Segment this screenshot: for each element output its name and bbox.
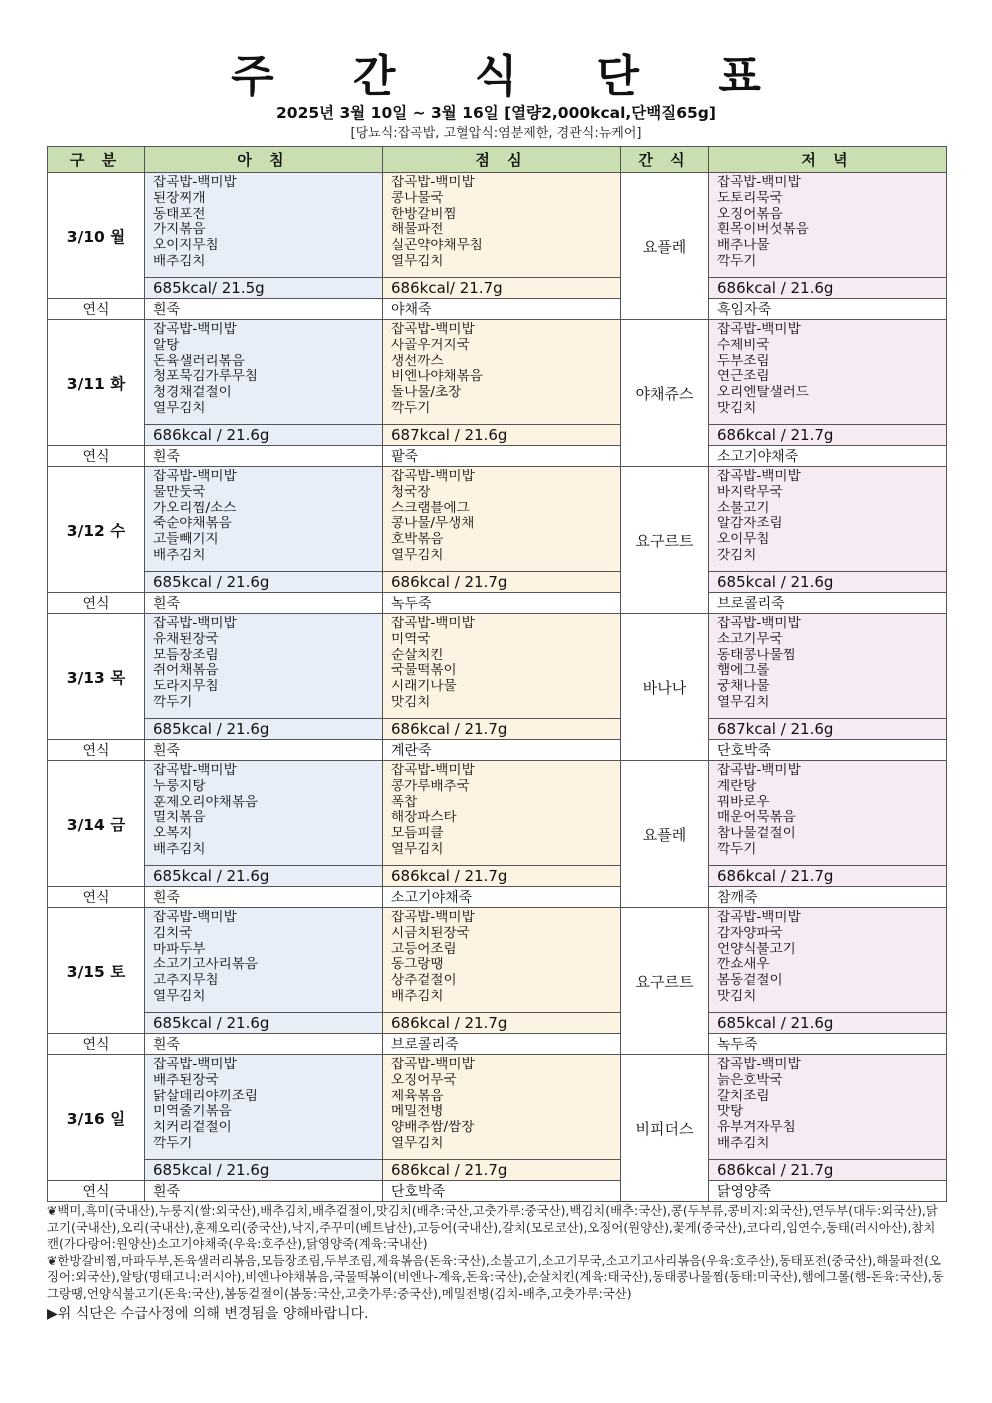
lunch-dishes — [383, 467, 621, 572]
dish-item: 제육볶음 — [391, 1088, 444, 1104]
weekly-menu-table — [47, 146, 947, 1202]
dish-item: 잡곡밥-백미밥 — [391, 175, 475, 190]
kcal-row — [48, 1013, 947, 1034]
dish-item: 오복지 — [153, 826, 193, 842]
header-lunch: 점 심 — [383, 147, 621, 173]
dinner-porridge: 브로콜리죽 — [709, 593, 947, 614]
breakfast-kcal: 685kcal / 21.6g — [145, 1160, 383, 1181]
dish-item: 미역국 — [391, 631, 431, 647]
dish-item: 고들빼기지 — [153, 532, 219, 548]
dish-item: 죽순야채볶음 — [153, 516, 232, 532]
dish-item: 잡곡밥-백미밥 — [391, 469, 475, 484]
dish-item: 열무김치 — [153, 400, 206, 416]
dish-item: 해물파전 — [391, 222, 444, 238]
soft-diet-label: 연식 — [48, 740, 145, 761]
dish-item: 한방갈비찜 — [391, 206, 457, 222]
dinner-kcal: 686kcal / 21.7g — [709, 866, 947, 887]
lunch-dishes — [383, 173, 621, 278]
dish-item: 배추김치 — [153, 841, 206, 857]
dish-item: 잡곡밥-백미밥 — [391, 616, 475, 631]
dish-item: 잡곡밥-백미밥 — [391, 322, 475, 337]
header-breakfast: 아 침 — [145, 147, 383, 173]
dish-item: 배추나물 — [717, 238, 770, 254]
dish-item: 오이지무침 — [153, 238, 219, 254]
dish-item: 시금치된장국 — [391, 925, 470, 941]
dish-item: 늙은호박국 — [717, 1072, 783, 1088]
dinner-porridge: 소고기야채죽 — [709, 446, 947, 467]
dish-item: 잡곡밥-백미밥 — [153, 763, 237, 778]
kcal-row — [48, 425, 947, 446]
lunch-kcal: 687kcal / 21.6g — [383, 425, 621, 446]
soft-diet-row — [48, 593, 947, 614]
snack-cell: 바나나 — [621, 614, 709, 761]
dinner-porridge: 닭영양죽 — [709, 1181, 947, 1202]
dish-item: 갓김치 — [717, 547, 757, 563]
dinner-kcal: 686kcal / 21.6g — [709, 278, 947, 299]
lunch-porridge: 녹두죽 — [383, 593, 621, 614]
dish-item: 오징어무국 — [391, 1072, 457, 1088]
dinner-porridge: 단호박죽 — [709, 740, 947, 761]
lunch-dishes — [383, 320, 621, 425]
breakfast-porridge: 흰죽 — [145, 1181, 383, 1202]
breakfast-porridge: 흰죽 — [145, 446, 383, 467]
snack-cell: 요구르트 — [621, 908, 709, 1055]
dish-item: 잡곡밥-백미밥 — [391, 910, 475, 925]
breakfast-dishes — [145, 320, 383, 425]
dish-item: 잡곡밥-백미밥 — [153, 910, 237, 925]
dish-item: 폭찹 — [391, 794, 418, 810]
breakfast-kcal: 685kcal / 21.6g — [145, 572, 383, 593]
dish-item: 메밀전병 — [391, 1104, 444, 1120]
lunch-porridge: 단호박죽 — [383, 1181, 621, 1202]
breakfast-kcal: 685kcal / 21.6g — [145, 719, 383, 740]
dish-item: 깍두기 — [391, 400, 431, 416]
snack-cell: 비피더스 — [621, 1055, 709, 1202]
dish-item: 비엔나야채볶음 — [391, 369, 483, 385]
lunch-kcal: 686kcal / 21.7g — [383, 719, 621, 740]
dish-item: 호박볶음 — [391, 532, 444, 548]
dish-item: 멸치볶음 — [153, 810, 206, 826]
dish-item: 치커리겉절이 — [153, 1120, 232, 1136]
dish-item: 잡곡밥-백미밥 — [717, 763, 801, 778]
snack-cell: 요구르트 — [621, 467, 709, 614]
dish-item: 잡곡밥-백미밥 — [717, 1057, 801, 1072]
lunch-dishes — [383, 761, 621, 866]
notes-section — [47, 1203, 946, 1322]
dish-item: 깐쇼새우 — [717, 957, 770, 973]
dish-item: 청포묵김가루무침 — [153, 369, 259, 385]
dish-item: 잡곡밥-백미밥 — [717, 469, 801, 484]
dish-item: 잡곡밥-백미밥 — [153, 1057, 237, 1072]
dish-item: 물만둣국 — [153, 484, 206, 500]
dish-item: 모듬피클 — [391, 826, 444, 842]
dish-item: 흰목이버섯볶음 — [717, 222, 809, 238]
lunch-porridge: 소고기야채죽 — [383, 887, 621, 908]
dinner-dishes — [709, 320, 947, 425]
day-label: 3/14 금 — [48, 761, 145, 887]
dish-item: 도토리묵국 — [717, 190, 783, 206]
dish-item: 동태포전 — [153, 206, 206, 222]
dish-item: 소고기고사리볶음 — [153, 957, 259, 973]
dish-item: 오리엔탈샐러드 — [717, 385, 809, 401]
kcal-row — [48, 866, 947, 887]
table-row — [48, 761, 947, 866]
dish-item: 누룽지탕 — [153, 778, 206, 794]
dish-item: 알탕 — [153, 337, 180, 353]
dish-item: 오징어볶음 — [717, 206, 783, 222]
dish-item: 열무김치 — [153, 988, 206, 1004]
day-label: 3/10 월 — [48, 173, 145, 299]
dinner-porridge: 참깨죽 — [709, 887, 947, 908]
dish-item: 잡곡밥-백미밥 — [153, 616, 237, 631]
dish-item: 깍두기 — [717, 253, 757, 269]
dish-item: 소고기무국 — [717, 631, 783, 647]
dinner-kcal: 686kcal / 21.7g — [709, 1160, 947, 1181]
table-row — [48, 173, 947, 278]
dish-item: 수제비국 — [717, 337, 770, 353]
dish-item: 해장파스타 — [391, 810, 457, 826]
soft-diet-label: 연식 — [48, 299, 145, 320]
soft-diet-label: 연식 — [48, 1181, 145, 1202]
dinner-porridge: 흑임자죽 — [709, 299, 947, 320]
kcal-row — [48, 1160, 947, 1181]
dish-item: 동태콩나물찜 — [717, 647, 796, 663]
kcal-row — [48, 572, 947, 593]
dish-item: 햄에그롤 — [717, 663, 770, 679]
breakfast-kcal: 685kcal / 21.6g — [145, 1013, 383, 1034]
dish-item: 알감자조림 — [717, 516, 783, 532]
breakfast-kcal: 685kcal/ 21.5g — [145, 278, 383, 299]
soft-diet-row — [48, 740, 947, 761]
lunch-kcal: 686kcal / 21.7g — [383, 1160, 621, 1181]
dish-item: 바지락무국 — [717, 484, 783, 500]
dish-item: 궁채나물 — [717, 679, 770, 695]
dish-item: 깍두기 — [153, 1135, 193, 1151]
dish-item: 언양식불고기 — [717, 941, 796, 957]
table-row — [48, 320, 947, 425]
dish-item: 김치국 — [153, 925, 193, 941]
dish-item: 시래기나물 — [391, 679, 457, 695]
origin-note-1: ❦백미,흑미(국내산),누룽지(쌀:외국산),배추김치,배추겉절이,맛김치(배추:국산,고춧가루:중국산),백김치(배추:국산),콩(두부류,콩비지:외국산),연두부(대두:외국산),닭고기(국내산),오리(국내산),훈제오리(중국산),낙지,주꾸미(베트남산),고등어(국내산),갈치(모로코산),오징어(원양산),꽃게(중국산),코다리,임연수,동태(러시아산),참치캔(가다랑어:원양산)소고기야채죽(우육:호주산),닭영양죽(계육:국내산) — [47, 1203, 938, 1252]
dish-item: 상추겉절이 — [391, 973, 457, 989]
breakfast-porridge: 흰죽 — [145, 299, 383, 320]
dish-item: 배추김치 — [153, 547, 206, 563]
lunch-kcal: 686kcal / 21.7g — [383, 572, 621, 593]
breakfast-porridge: 흰죽 — [145, 1034, 383, 1055]
dish-item: 맛김치 — [391, 694, 431, 710]
header-category: 구 분 — [48, 147, 145, 173]
dinner-dishes — [709, 173, 947, 278]
dish-item: 모듬장조림 — [153, 647, 219, 663]
diet-note: [당뇨식:잡곡밥, 고혈압식:염분제한, 경관식:뉴케어] — [350, 126, 642, 141]
dinner-dishes — [709, 467, 947, 572]
dish-item: 소불고기 — [717, 500, 770, 516]
dish-item: 고등어조림 — [391, 941, 457, 957]
dish-item: 동그랑땡 — [391, 957, 444, 973]
lunch-porridge: 야채죽 — [383, 299, 621, 320]
table-row — [48, 908, 947, 1013]
dish-item: 고추지무침 — [153, 973, 219, 989]
soft-diet-row — [48, 299, 947, 320]
dish-item: 잡곡밥-백미밥 — [391, 1057, 475, 1072]
dinner-kcal: 685kcal / 21.6g — [709, 572, 947, 593]
soft-diet-row — [48, 887, 947, 908]
soft-diet-label: 연식 — [48, 446, 145, 467]
dish-item: 매운어묵볶음 — [717, 810, 796, 826]
dish-item: 맛탕 — [717, 1104, 744, 1120]
dish-item: 배추김치 — [391, 988, 444, 1004]
soft-diet-label: 연식 — [48, 1034, 145, 1055]
dish-item: 참나물겉절이 — [717, 826, 796, 842]
dish-item: 연근조림 — [717, 369, 770, 385]
soft-diet-row — [48, 1034, 947, 1055]
dish-item: 갈치조림 — [717, 1088, 770, 1104]
dish-item: 콩나물/무생채 — [391, 516, 475, 532]
dish-item: 순살치킨 — [391, 647, 444, 663]
lunch-dishes — [383, 908, 621, 1013]
dish-item: 유채된장국 — [153, 631, 219, 647]
dish-item: 청국장 — [391, 484, 431, 500]
dish-item: 도라지무침 — [153, 679, 219, 695]
dish-item: 두부조림 — [717, 353, 770, 369]
lunch-porridge: 팥죽 — [383, 446, 621, 467]
table-row — [48, 467, 947, 572]
soft-diet-label: 연식 — [48, 887, 145, 908]
dinner-dishes — [709, 1055, 947, 1160]
table-row — [48, 614, 947, 719]
kcal-row — [48, 719, 947, 740]
kcal-row — [48, 278, 947, 299]
dish-item: 돈육샐러리볶음 — [153, 353, 245, 369]
dish-item: 배추된장국 — [153, 1072, 219, 1088]
dish-item: 청경채겉절이 — [153, 385, 232, 401]
dish-item: 사골우거지국 — [391, 337, 470, 353]
dish-item: 국물떡볶이 — [391, 663, 457, 679]
dinner-dishes — [709, 614, 947, 719]
origin-note-2: ❦한방갈비찜,마파두부,돈육샐러리볶음,모듬장조림,두부조림,제육볶음(돈육:국산),소불고기,소고기무국,소고기고사리볶음(우육:호주산),동태포전(중국산),해물파전(오징어:외국산),알탕(명태고니:러시아),비엔나야채볶음,국물떡볶이(비엔나-계육,돈육:국산),순살치킨(계육:태국산),동태콩나물찜(동태:미국산),햄에그롤(햄-돈육:국산),동그랑땡,언양식불고기(돈육:국산),봄동겉절이(봄동:국산,고춧가루:중국산),메밀전병(김치-배추,고춧가루:국산) — [47, 1252, 944, 1301]
breakfast-dishes — [145, 1055, 383, 1160]
snack-cell: 야채쥬스 — [621, 320, 709, 467]
dish-item: 생선까스 — [391, 353, 444, 369]
lunch-dishes — [383, 614, 621, 719]
lunch-kcal: 686kcal / 21.7g — [383, 866, 621, 887]
breakfast-dishes — [145, 467, 383, 572]
dish-item: 실곤약야채무침 — [391, 238, 483, 254]
breakfast-dishes — [145, 614, 383, 719]
dish-item: 콩가루배추국 — [391, 778, 470, 794]
header-snack: 간 식 — [621, 147, 709, 173]
dinner-kcal: 685kcal / 21.6g — [709, 1013, 947, 1034]
dish-item: 스크램블에그 — [391, 500, 470, 516]
dish-item: 맛김치 — [717, 400, 757, 416]
dish-item: 열무김치 — [391, 841, 444, 857]
day-label: 3/11 화 — [48, 320, 145, 446]
lunch-dishes — [383, 1055, 621, 1160]
dish-item: 오이무침 — [717, 532, 770, 548]
dinner-kcal: 686kcal / 21.7g — [709, 425, 947, 446]
dish-item: 잡곡밥-백미밥 — [717, 322, 801, 337]
dish-item: 훈제오리야채볶음 — [153, 794, 259, 810]
dinner-dishes — [709, 908, 947, 1013]
dish-item: 잡곡밥-백미밥 — [153, 175, 237, 190]
table-row — [48, 1055, 947, 1160]
dish-item: 잡곡밥-백미밥 — [717, 616, 801, 631]
date-range-subtitle: 2025년 3월 10일 ~ 3월 16일 [열량2,000kcal,단백질65g] — [276, 104, 716, 122]
dish-item: 열무김치 — [717, 694, 770, 710]
header-dinner: 저 녁 — [709, 147, 947, 173]
dish-item: 계란탕 — [717, 778, 757, 794]
dish-item: 미역줄기볶음 — [153, 1104, 232, 1120]
dish-item: 마파두부 — [153, 941, 206, 957]
dish-item: 열무김치 — [391, 253, 444, 269]
snack-cell: 요플레 — [621, 173, 709, 320]
dish-item: 꿔바로우 — [717, 794, 770, 810]
dish-item: 열무김치 — [391, 1135, 444, 1151]
lunch-porridge: 브로콜리죽 — [383, 1034, 621, 1055]
table-header-row — [48, 147, 947, 173]
breakfast-porridge: 흰죽 — [145, 740, 383, 761]
breakfast-porridge: 흰죽 — [145, 593, 383, 614]
day-label: 3/16 일 — [48, 1055, 145, 1181]
dish-item: 열무김치 — [391, 547, 444, 563]
dish-item: 가지볶음 — [153, 222, 206, 238]
dish-item: 가오리찜/소스 — [153, 500, 237, 516]
breakfast-dishes — [145, 761, 383, 866]
breakfast-kcal: 686kcal / 21.6g — [145, 425, 383, 446]
lunch-kcal: 686kcal / 21.7g — [383, 1013, 621, 1034]
dinner-porridge: 녹두죽 — [709, 1034, 947, 1055]
soft-diet-label: 연식 — [48, 593, 145, 614]
dinner-dishes — [709, 761, 947, 866]
dish-item: 배추김치 — [153, 253, 206, 269]
dish-item: 양배추쌈/쌈장 — [391, 1120, 475, 1136]
dish-item: 된장찌개 — [153, 190, 206, 206]
dish-item: 돌나물/초장 — [391, 385, 462, 401]
dish-item: 잡곡밥-백미밥 — [717, 910, 801, 925]
breakfast-kcal: 685kcal / 21.6g — [145, 866, 383, 887]
dish-item: 잡곡밥-백미밥 — [717, 175, 801, 190]
day-label: 3/13 목 — [48, 614, 145, 740]
dinner-kcal: 687kcal / 21.6g — [709, 719, 947, 740]
dish-item: 쥐어채볶음 — [153, 663, 219, 679]
page-title: 주 간 식 단 표 — [231, 51, 793, 102]
dish-item: 잡곡밥-백미밥 — [153, 322, 237, 337]
dish-item: 콩나물국 — [391, 190, 444, 206]
dish-item: 잡곡밥-백미밥 — [153, 469, 237, 484]
dish-item: 잡곡밥-백미밥 — [391, 763, 475, 778]
day-label: 3/15 토 — [48, 908, 145, 1034]
snack-cell: 요플레 — [621, 761, 709, 908]
dish-item: 깍두기 — [717, 841, 757, 857]
lunch-porridge: 계란죽 — [383, 740, 621, 761]
dish-item: 배추김치 — [717, 1135, 770, 1151]
dish-item: 맛김치 — [717, 988, 757, 1004]
dish-item: 닭살데리야끼조림 — [153, 1088, 259, 1104]
menu-body — [48, 173, 947, 1202]
breakfast-dishes — [145, 908, 383, 1013]
change-warning: ▶위 식단은 수급사정에 의해 변경됨을 양해바랍니다. — [47, 1305, 369, 1322]
breakfast-porridge: 흰죽 — [145, 887, 383, 908]
day-label: 3/12 수 — [48, 467, 145, 593]
dish-item: 깍두기 — [153, 694, 193, 710]
dish-item: 봄동겉절이 — [717, 973, 783, 989]
dish-item: 감자양파국 — [717, 925, 783, 941]
soft-diet-row — [48, 446, 947, 467]
soft-diet-row — [48, 1181, 947, 1202]
dish-item: 유부겨자무침 — [717, 1120, 796, 1136]
lunch-kcal: 686kcal/ 21.7g — [383, 278, 621, 299]
breakfast-dishes — [145, 173, 383, 278]
